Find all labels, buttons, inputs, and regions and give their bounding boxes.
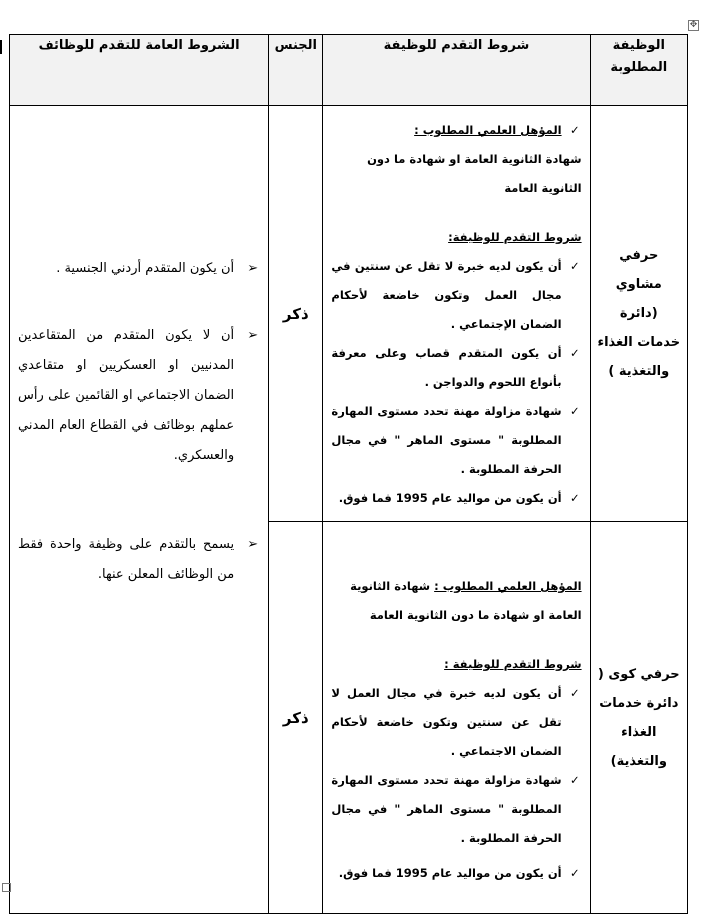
check-icon: ✓ [569,404,580,418]
check-icon: ✓ [569,866,580,880]
table-move-handle-icon[interactable]: ✥ [689,20,698,30]
check-icon: ✓ [569,123,580,137]
job-title-2: حرفي كوى ( دائرة خدمات الغذاء والتغذية) [590,522,687,914]
job-gender-1: ذكر [269,106,323,522]
header-requirements: شروط التقدم للوظيفة [323,35,590,106]
header-gender: الجنس [269,35,323,106]
condition-item: ✓ أن يكون لديه خبرة في مجال العمل لا تقل عن سنتين وتكون خاضعة لأحكام الضمان الاجتماعي . [331,679,581,766]
job-row-1 [10,106,688,522]
arrow-bullet-icon: ➢ [247,328,259,343]
qualification-label-1: المؤهل العلمي المطلوب : [414,123,562,137]
check-icon: ✓ [569,773,580,787]
qualification-text-1: شهادة الثانوية العامة او شهادة ما دون الثانوية العامة [367,152,582,195]
check-icon: ✓ [569,259,580,273]
page-corner-marker [2,883,11,892]
conditions-label-2: شروط التقدم للوظيفة : [444,657,582,671]
condition-item: ✓ أن يكون من مواليد عام 1995 فما فوق. [331,859,581,888]
arrow-bullet-icon: ➢ [247,261,259,276]
check-icon: ✓ [569,346,580,360]
condition-item: ✓ أن يكون لديه خبرة لا تقل عن سنتين في مجال العمل وتكون خاضعة لأحكام الضمان الإجتماعي . [331,252,581,339]
check-icon: ✓ [569,686,580,700]
jobs-table [9,34,688,914]
qualification-line-2 [331,572,581,630]
general-condition-item: ➢ أن يكون المتقدم أردني الجنسية . [18,254,260,284]
table-header-row [10,35,688,106]
check-icon: ✓ [569,491,580,505]
arrow-bullet-icon: ➢ [247,537,259,552]
qualification-item-1 [331,116,581,145]
left-edge-marker [0,40,2,54]
header-job: الوظيفة المطلوبة [590,35,687,106]
condition-item: ✓ شهادة مزاولة مهنة تحدد مستوى المهارة المطلوبة " مستوى الماهر " في مجال الحرفة المطلوبة . [331,397,581,484]
conditions-label-1: شروط التقدم للوظيفة: [448,230,582,244]
condition-item: ✓ شهادة مزاولة مهنة تحدد مستوى المهارة المطلوبة " مستوى الماهر " في مجال الحرفة المطلوبة . [331,766,581,853]
general-conditions [10,106,269,914]
job-requirements-1 [323,106,590,522]
condition-item: ✓ أن يكون من مواليد عام 1995 فما فوق. [331,484,581,513]
job-gender-2: ذكر [269,522,323,914]
condition-item: ✓ أن يكون المتقدم قصاب وعلى معرفة بأنواع اللحوم والدواجن . [331,339,581,397]
job-title-1: حرفي مشاوي (دائرة خدمات الغذاء والتغذية ) [590,106,687,522]
general-condition-item: ➢ أن لا يكون المتقدم من المتقاعدين المدنيين او العسكريين او متقاعدي الضمان الاجتماعي او القائمين على رأس عملهم بوظائف في القطاع العام المدني والعسكري. [18,321,260,471]
qualification-text-2: شهادة الثانوية العامة او شهادة ما دون الثانوية العامة [350,579,582,622]
general-condition-item: ➢ يسمح بالتقدم على وظيفة واحدة فقط من الوظائف المعلن عنها. [18,530,260,590]
header-general: الشروط العامة للتقدم للوظائف [10,35,269,106]
job-requirements-2 [323,522,590,914]
qualification-label-2: المؤهل العلمي المطلوب : [434,579,582,593]
